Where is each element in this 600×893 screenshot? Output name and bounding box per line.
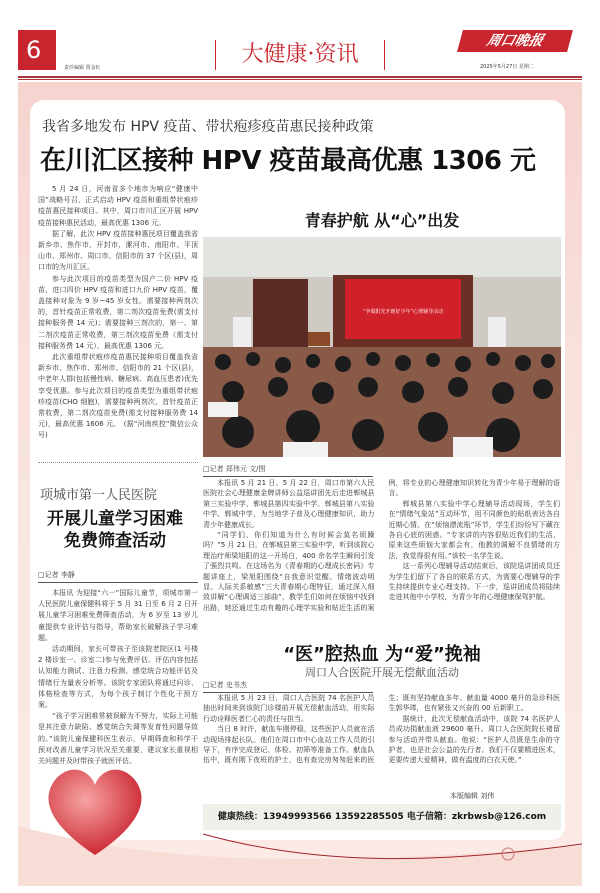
paragraph: 据了解，此次 HPV 疫苗接种惠民项目覆盖我省新乡市、焦作市、开封市、漯河市、南阳市、平顶山市、郑州市、周口市、信阳市的 37 个区(县)，周口市的为川汇区。 [38,229,198,272]
header-rule [18,76,582,78]
article4-headline: “医”腔热血 为“爱”挽袖 [283,644,481,665]
paragraph: 本报讯 5 月 21 日、5 月 22 日，周口市第六人民医院社会心理健康金牌讲师公益巡讲团先后走进郸城县第三实验中学、郸城县第四实验中学、郸城县第八实验中学、郸城中学，为当地学子普及心理健康知识，助力青少年健康成长。 [203,479,375,529]
page-editor: 本版编辑 刘伟 [450,792,495,800]
paragraph: “同学们，你们知道为什么有时候会莫名烦躁吗？”5 月 21 日，在郸城县第三实验中学，听到该院心理治疗师梁旭阳的这一开场白，400 余名学生瞬间引发了强烈共鸣。在这场名为《青春期的心理成长密码》专题讲座上，梁旭阳围绕“自我意识觉醒、情绪波动明显、人际关系敏感”三大青春期心理特征，通过深入细致讲解“心理调适三部曲”，教学生们如何在烦恼中找到出路，她还通过生动有趣的心理学实验和贴近生活的案例，将专业的心理健康知识转化为青少年易于理解的语言。 [203,479,560,612]
lead-headline: 在川汇区接种 HPV 疫苗最高优惠 1306 元 [40,146,536,176]
paragraph: 本报讯 为迎接“六一”国际儿童节，项城市第一人民医院儿童保健科将于 5 月 31 日至 6 月 2 日开展儿童学习困难免费筛查活动，为 6 岁至 13 岁儿童提供专业评估与指导，帮助家长破解孩子学习难题。 [38,589,198,642]
paragraph: 本报讯 5 月 23 日，周口人合医院 74 名医护人员抽出时间来到该院门诊楼前开展无偿献血活动，用实际行动诠释医者仁心的责任与担当。 [203,694,375,723]
paragraph: 5 月 24 日，河南省多个地市为响应“健康中国”战略号召，正式启动 HPV 疫苗和重组带状疱疹疫苗惠民接种项目。其中，周口市川汇区开展 HPV 疫苗接种惠民活动，最高优惠 1306 元。 [38,185,198,227]
paragraph: 这一系列心理辅导活动结束后，该院巡讲团成员还为学生们留下了各自的联系方式，为需要心理辅导的学生持续提供专业心理支持。下一步，巡讲团成员将陆续走进其他中小学校，为青少年的心理健康保驾护航。 [388,562,560,602]
article3-headline: 青春护航 从“心”出发 [304,211,460,230]
issue-date: 2025年5月27日 星期二 [480,64,534,70]
lecture-photo [203,237,561,457]
article2-reporter: □记者 李静 [38,570,198,583]
newspaper-logo: 周口晚报 [457,30,573,52]
section-title: 大健康·资讯 [215,40,385,70]
paragraph: 参与此次项目的疫苗类型为国产二价 HPV 疫苗、进口四价 HPV 疫苗和进口九价 HPV 疫苗，覆盖接种对象为 9 岁~45 岁女性。需要接种两剂次的，首针疫苗正常收费，第二剂次疫苗免费(需支付接种服务费 14 元)；需要接种三剂次的，第一、第二剂次疫苗正常收费，第三剂次疫苗免费（需支付接种服务费 14 元），最高优惠 1306 元。 [38,274,198,350]
heart-illustration [40,760,150,860]
article3-reporter: □记者 郑伟元 文/图 [203,464,373,477]
article3-body [203,478,560,613]
lead-subtitle: 我省多地发布 HPV 疫苗、带状疱疹疫苗惠民接种政策 [42,119,374,135]
paragraph: 活动期间，家长可带孩子至该院老院区(1 号楼 2 楼诊室一、诊室二)参与免费评估。评估内容包括认知能力测试、注意力检测、感觉统合功能评估及情绪行为量表分析等。该院专家团队将通过问诊、体格检查等方式，为每个孩子制订个性化干预方案。 [38,645,198,710]
divider [38,462,198,463]
paragraph: “孩子学习困难常被误解为不努力，实际上可能是其注意力缺陷、感觉统合失调等发育性问题导致的。”该院儿童保健科医生表示，早期筛查和科学干预对改善儿童学习状况至关重要，建议家长重视相关问题并及时带孩子就医评估。 [38,712,198,766]
headline-line: 免费筛查活动 [64,531,166,551]
lead-article-body [38,184,198,442]
screen-text: “争做阳光开朗好少年”心理辅导活动 [362,309,444,315]
contact-bar: 健康热线：13949993566 13592285505 电子信箱：zkrbwsb@126.com [203,804,561,830]
paragraph: 此次重组带状疱疹疫苗惠民接种项目覆盖我省新乡市、焦作市、郑州市、信阳市的 21 个区(县)，中老年人群(包括慢性病、糖尿病、高血压患者)优先享受优惠。参与此次项目的疫苗类型为重组带状疱疹疫苗(CHO 细胞)，需要接种两剂次，首针疫苗正常收费，第二剂次疫苗免费(需支付接种服务费 14 元)，最高优惠 1606 元。 (据“河南疾控”微信公众号) [38,353,198,440]
paragraph: 郸城县第八实验中学心理辅导活动现场，学生们在“情绪气象站”互动环节，用不同颜色的贴纸表达各自近期心情。在“烦恼漂流瓶”环节，学生们纷纷写下藏在各自心底的困惑。“专家讲的内容很贴近我们的生活，原来这些烦恼大家都会有，他教的调解不良情绪的方法，我觉得很有用。”该校一名学生说。 [388,499,560,560]
paragraph: 当日 8 时许，献血车刚停稳，这些医护人员就在活动现场排起长队。他们在周口市中心血站工作人员的引导下，有序完成登记、体检、初筛等准备工作。献血队伍中，既有刚下夜班的护士，也有查完房匆匆赶来的医生；既有坚持献血多年、献血量 4000 毫升的急诊科医生郭华琫，也有紧张又兴奋的 00 后新职工。 [203,694,560,765]
headline-line: 开展儿童学习困难 [47,509,183,529]
page-number: 6 [18,30,56,70]
duty-editor: 责任编辑 贾金红 [64,65,101,71]
article4-reporter: □记者 史书杰 [203,680,373,693]
article4-subtitle: 周口人合医院开展无偿献血活动 [305,666,459,679]
article2-body [38,588,198,767]
header-rule [18,79,582,80]
article2-headline [40,508,190,552]
article2-subtitle: 项城市第一人民医院 [40,488,158,503]
paragraph: 据统计，此次无偿献血活动中，该院 74 名医护人员成功捐献血液 29600 毫升。周口人合医院院长褚留参与活动并带头献血。他说：“医护人员既是生命的守护者，也是社会公益的先行者。我们不仅要精进医术，更要传递大爱精神，做有温度的白衣天使。” [388,714,560,765]
article4-body [203,693,560,766]
